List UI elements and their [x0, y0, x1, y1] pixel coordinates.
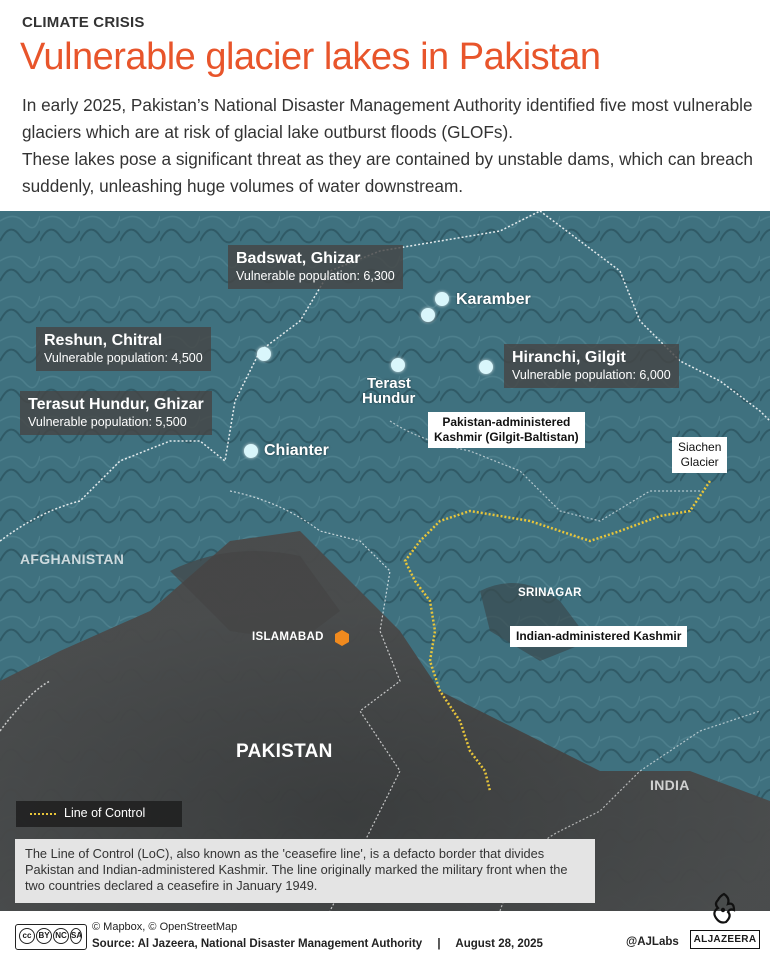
- place-karamber: Karamber: [456, 291, 531, 308]
- page-title: Vulnerable glacier lakes in Pakistan: [20, 36, 601, 78]
- glacier-name: Reshun, Chitral: [44, 332, 163, 349]
- glacier-name: Badswat, Ghizar: [236, 250, 361, 267]
- box-gilgit-baltistan: [428, 412, 585, 448]
- map-credits: © Mapbox, © OpenStreetMap: [92, 921, 238, 933]
- city-srinagar: SRINAGAR: [518, 587, 582, 599]
- nc-icon: NC: [53, 928, 69, 944]
- capital-marker: [333, 629, 351, 647]
- lake-marker-karamber-south[interactable]: [421, 308, 435, 322]
- intro-paragraph-2: These lakes pose a significant threat as they are contained by unstable dams, which can breach suddenly, unleashing huge volumes of water downstream.: [22, 149, 753, 196]
- legend-loc-swatch: [30, 813, 56, 815]
- place-terast: Terast: [367, 375, 411, 392]
- glacier-population: Vulnerable population: 6,000: [512, 368, 671, 382]
- lake-marker-terast-hundur[interactable]: [391, 358, 405, 372]
- box-line: Glacier: [680, 455, 719, 469]
- box-line: Kashmir (Gilgit-Baltistan): [434, 430, 579, 444]
- place-hundur: Hundur: [362, 390, 416, 407]
- region-afghanistan: AFGHANISTAN: [20, 551, 125, 567]
- lake-marker-reshun[interactable]: [257, 347, 271, 361]
- place-chianter: Chianter: [264, 442, 329, 459]
- sa-icon: SA: [70, 928, 82, 944]
- region-india: INDIA: [650, 777, 690, 793]
- aljazeera-emblem-icon: [708, 892, 740, 926]
- legend-loc-label: Line of Control: [64, 806, 146, 820]
- aljazeera-logo[interactable]: [690, 892, 758, 952]
- glacier-population: Vulnerable population: 5,500: [28, 415, 187, 429]
- glacier-population: Vulnerable population: 4,500: [44, 351, 203, 365]
- publish-date: August 28, 2025: [455, 938, 543, 950]
- lake-marker-chianter[interactable]: [244, 444, 258, 458]
- box-siachen: [672, 437, 727, 473]
- lake-marker-karamber-north[interactable]: [435, 292, 449, 306]
- source-line: [92, 938, 543, 950]
- source-text: Source: Al Jazeera, National Disaster Management Authority: [92, 938, 423, 950]
- separator: |: [437, 938, 441, 950]
- aj-labs-handle[interactable]: @AJLabs: [626, 936, 679, 948]
- cc-icon: cc: [19, 928, 35, 944]
- loc-note: The Line of Control (LoC), also known as the 'ceasefire line', is a defacto border that divides Pakistan and Indian-administered Kashmir. The line originally marked the military front when the two countries declared a ceasefire in January 1949.: [15, 839, 595, 903]
- box-indian-kashmir: Indian-administered Kashmir: [510, 626, 687, 647]
- aljazeera-wordmark: ALJAZEERA: [690, 930, 760, 949]
- glacier-name: Hiranchi, Gilgit: [512, 349, 626, 366]
- by-icon: BY: [36, 928, 52, 944]
- kicker: CLIMATE CRISIS: [22, 14, 145, 31]
- glacier-name: Terasut Hundur, Ghizar: [28, 396, 204, 413]
- label-hiranchi: [504, 344, 679, 388]
- label-badswat: [228, 245, 403, 289]
- map[interactable]: [0, 211, 770, 911]
- intro-paragraph-1: In early 2025, Pakistan’s National Disaster Management Authority identified five most vulnerable glaciers which are at risk of glacial lake outburst floods (GLOFs).: [22, 95, 753, 142]
- label-terasut: [20, 391, 212, 435]
- glacier-population: Vulnerable population: 6,300: [236, 269, 395, 283]
- label-reshun: [36, 327, 211, 371]
- box-line: Pakistan-administered: [442, 415, 571, 429]
- box-line: Siachen: [678, 440, 722, 454]
- legend: [16, 801, 182, 827]
- lake-marker-hiranchi[interactable]: [479, 360, 493, 374]
- region-pakistan: PAKISTAN: [236, 741, 333, 762]
- footer: [0, 910, 770, 963]
- intro-text: [22, 92, 762, 200]
- cc-license-badge[interactable]: [15, 924, 87, 950]
- city-islamabad: ISLAMABAD: [252, 631, 324, 643]
